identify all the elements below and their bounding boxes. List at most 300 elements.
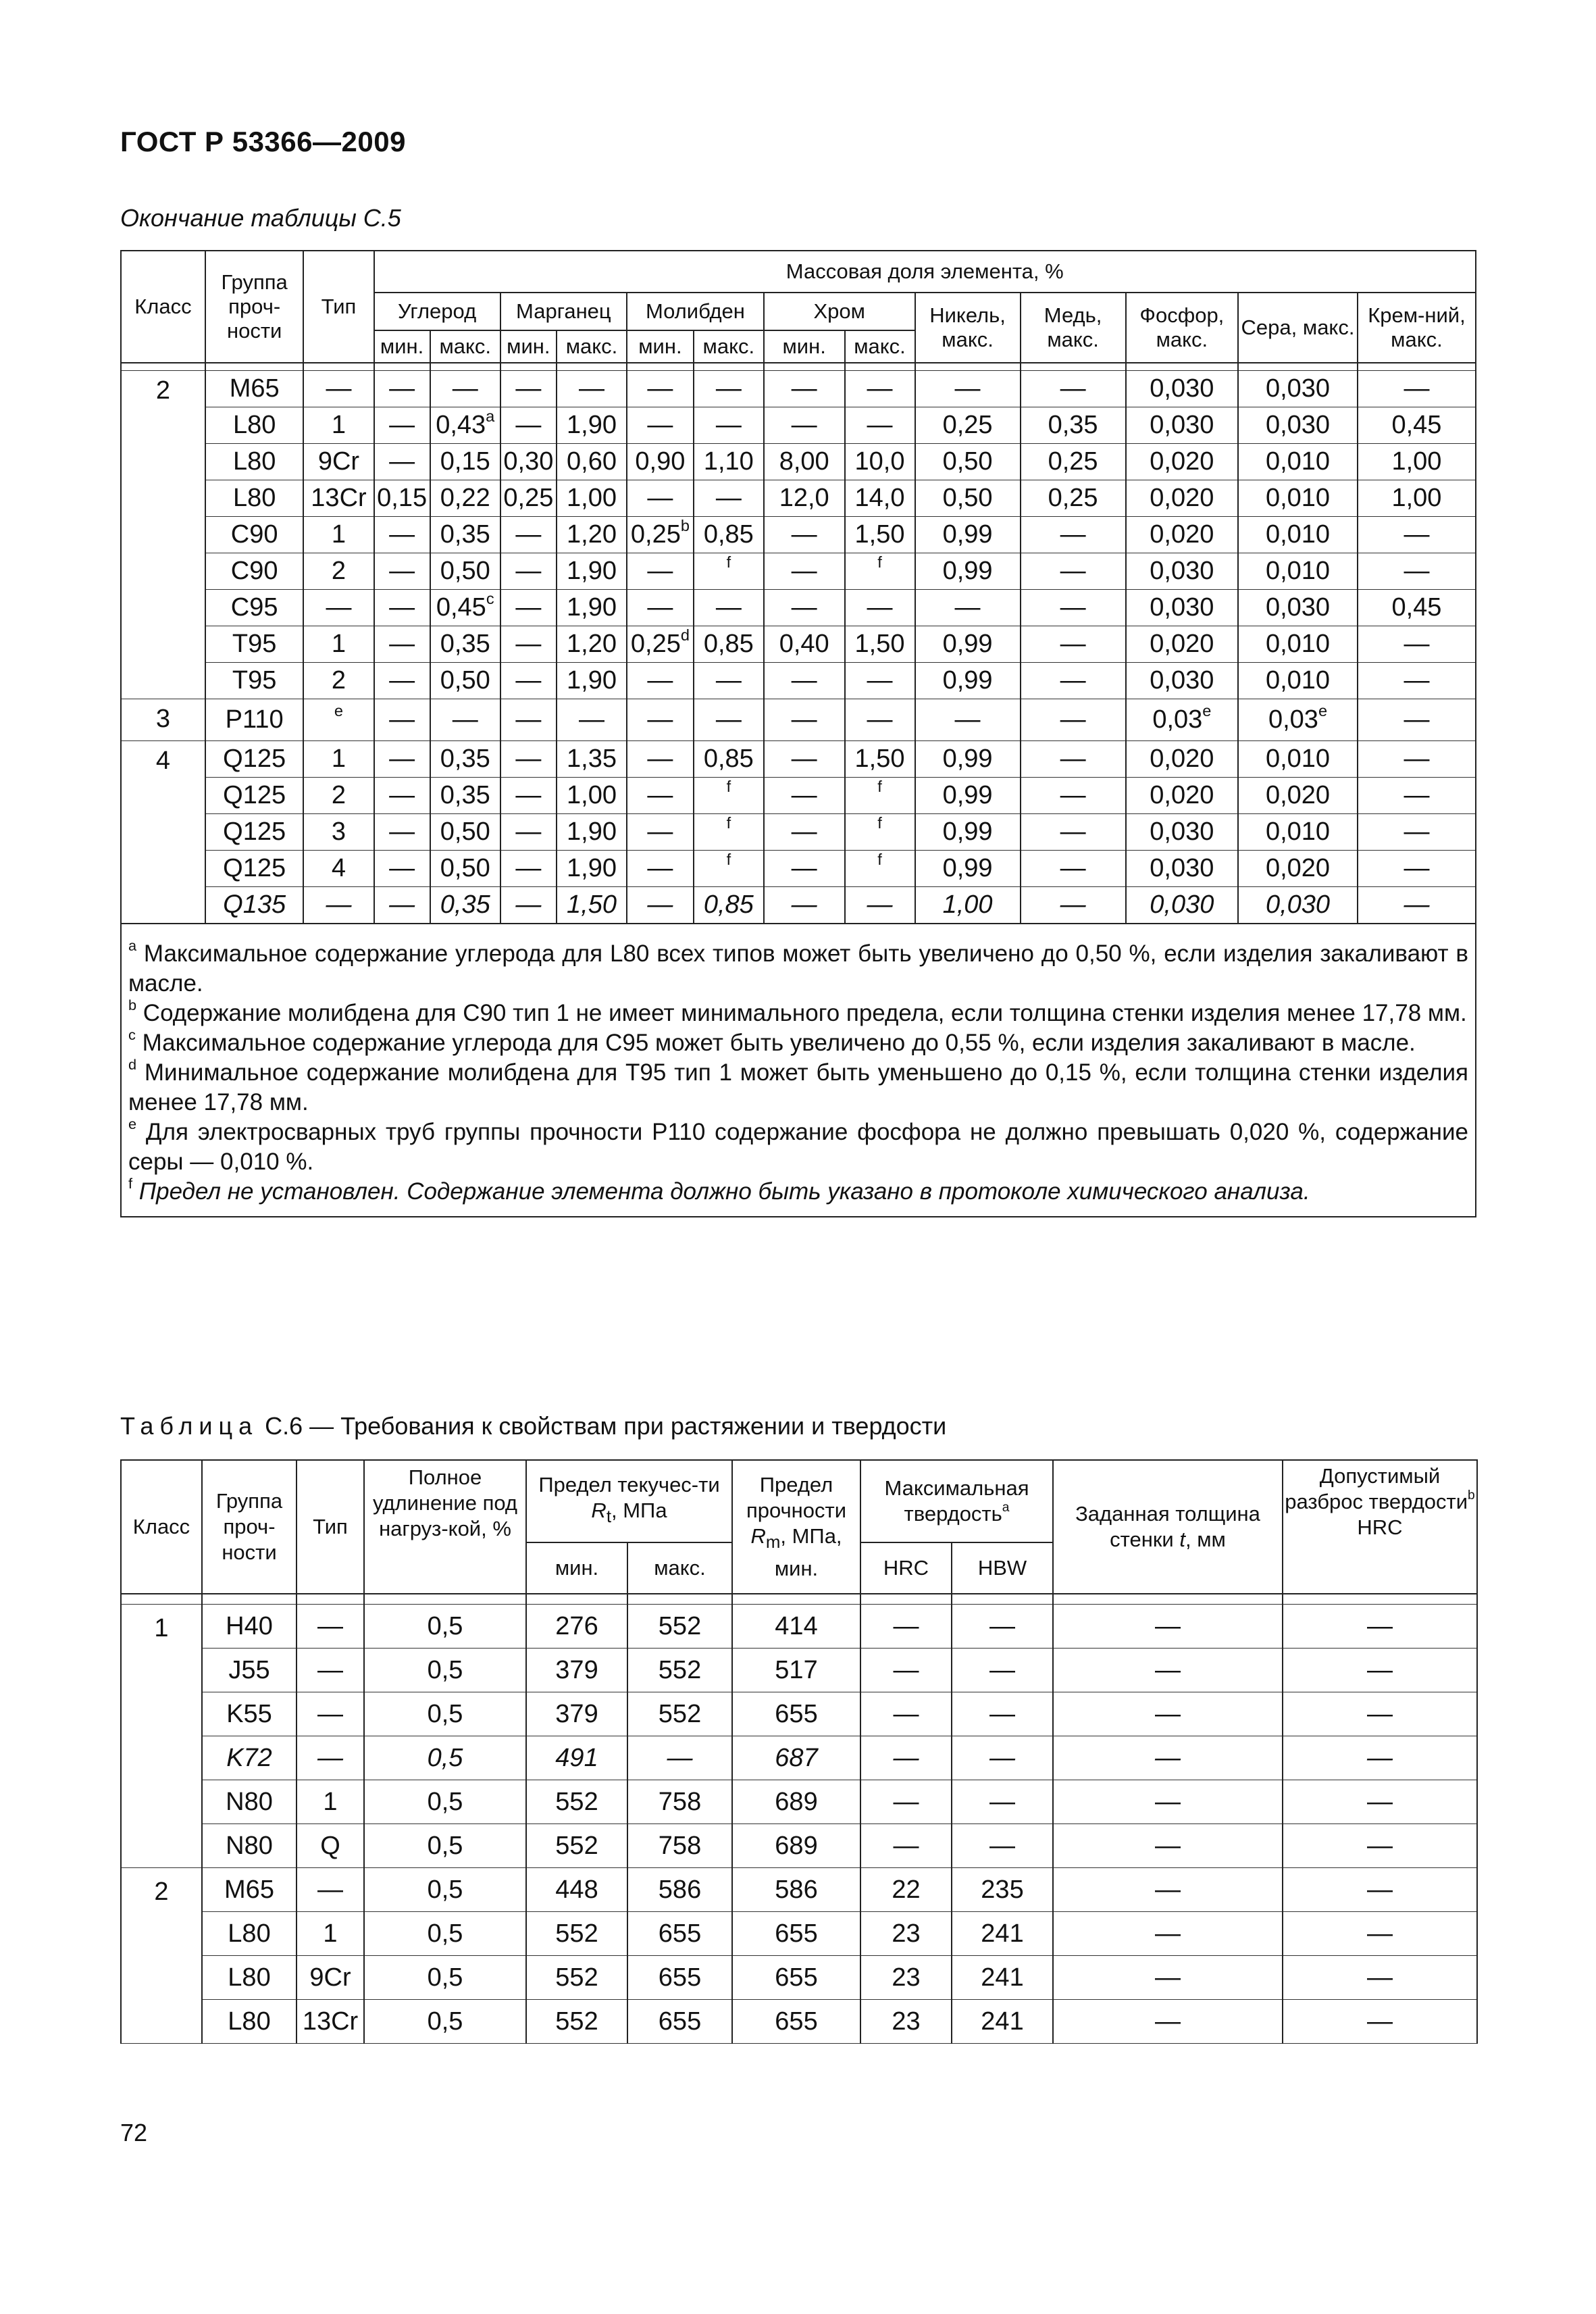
header-carbon: Углерод [374, 293, 500, 330]
table-cell: — [860, 1605, 952, 1649]
table-cell: — [1053, 1912, 1283, 1956]
table-cell: f [845, 851, 915, 887]
table-cell: 517 [732, 1649, 860, 1692]
footnote: $^d$ Минимальное содержание молибдена для Т95 тип 1 может быть уменьшено до 0,15 %, если толщина стенки изделия менее 17,78 мм. [128, 1056, 1468, 1115]
table-cell: 1 [297, 1912, 364, 1956]
table-cell: — [430, 699, 500, 741]
table-cell: 414 [732, 1605, 860, 1649]
table-body [121, 363, 1476, 924]
header-class: Класс [121, 1460, 202, 1594]
table-cell: 0,010 [1238, 553, 1358, 590]
table-cell: 0,35 [430, 887, 500, 924]
table-cell: 0,40 [764, 626, 845, 663]
table-cell: 0,15 [430, 444, 500, 480]
table-cell: — [764, 741, 845, 778]
table-cell: — [627, 778, 694, 814]
table-cell: 2 [303, 663, 374, 699]
table-cell: P110 [205, 699, 304, 741]
table-body [121, 1594, 1477, 2044]
table-cell: — [952, 1649, 1053, 1692]
table-cell: — [627, 851, 694, 887]
table-cell: — [764, 553, 845, 590]
table-cell: 0,5 [364, 1736, 526, 1780]
table-cell: — [764, 517, 845, 553]
table-cell: — [500, 663, 557, 699]
table-cell: — [764, 663, 845, 699]
table-cell: 10,0 [845, 444, 915, 480]
table-cell: — [952, 1736, 1053, 1780]
table-cell: M65 [205, 371, 304, 407]
table-cell: — [764, 699, 845, 741]
table-cell: — [1283, 1780, 1477, 1824]
table-cell: 23 [860, 1956, 952, 2000]
table-cell: 687 [732, 1736, 860, 1780]
table-cell: Q125 [205, 851, 304, 887]
header-phosphorus: Фосфор, макс. [1126, 293, 1238, 363]
table-cell: — [500, 517, 557, 553]
table-cell: — [1053, 1780, 1283, 1824]
table-cell: 0,010 [1238, 814, 1358, 851]
tensile-hardness-table [120, 1459, 1478, 2044]
header-max: макс. [557, 330, 627, 363]
table-cell: 0,25 [915, 407, 1021, 444]
table-cell: 0,99 [915, 741, 1021, 778]
table-cell: H40 [202, 1605, 297, 1649]
table-cell: — [303, 590, 374, 626]
table-cell: 0,030 [1238, 371, 1358, 407]
table-cell: — [374, 626, 430, 663]
table-cell: — [297, 1605, 364, 1649]
table-cell: 1,50 [845, 626, 915, 663]
table-cell: 1,20 [557, 517, 627, 553]
table-row [121, 814, 1476, 851]
table-cell: C90 [205, 517, 304, 553]
table-cell: — [1021, 371, 1126, 407]
header-molybdenum: Молибден [627, 293, 764, 330]
table-cell: — [627, 1736, 732, 1780]
table-cell: — [1283, 1912, 1477, 1956]
table-cell: — [500, 407, 557, 444]
table-cell: 379 [526, 1692, 627, 1736]
table-cell: — [500, 553, 557, 590]
table-cell: Q125 [205, 814, 304, 851]
table-row [121, 444, 1476, 480]
table-cell: 1 [297, 1780, 364, 1824]
table-cell: 12,0 [764, 480, 845, 517]
table-cell: 655 [627, 1956, 732, 2000]
table-cell: 0,010 [1238, 517, 1358, 553]
table-cell: 0,030 [1126, 371, 1238, 407]
table-cell: — [1021, 626, 1126, 663]
table-cell: 0,020 [1126, 741, 1238, 778]
header-hbw: HBW [952, 1542, 1053, 1594]
table-cell: 1,35 [557, 741, 627, 778]
table-cell: — [1283, 1824, 1477, 1868]
table-cell: 0,45 [1358, 407, 1476, 444]
table-cell: T95 [205, 663, 304, 699]
table-cell: 0,50 [430, 553, 500, 590]
table-cell: — [1021, 741, 1126, 778]
table-cell: Q [297, 1824, 364, 1868]
table-cell: — [374, 851, 430, 887]
table-cell: — [1021, 851, 1126, 887]
table-cell: — [1358, 371, 1476, 407]
table-cell: 1,20 [557, 626, 627, 663]
table-cell: — [1021, 590, 1126, 626]
table-cell: — [1358, 814, 1476, 851]
table-cell: — [1358, 553, 1476, 590]
table-cell: 1,90 [557, 663, 627, 699]
table-cell: 0,30 [500, 444, 557, 480]
table-cell: 1,50 [845, 517, 915, 553]
class-cell: 1 [121, 1605, 202, 1868]
table-cell: 758 [627, 1780, 732, 1824]
header-copper: Медь, макс. [1021, 293, 1126, 363]
table-cell: L80 [202, 1956, 297, 2000]
table-row [121, 741, 1476, 778]
table-cell: L80 [202, 1912, 297, 1956]
table-cell: 0,99 [915, 626, 1021, 663]
table-cell: 0,85 [694, 887, 764, 924]
table-row [121, 2000, 1477, 2044]
table-cell: — [374, 741, 430, 778]
table-cell: — [694, 663, 764, 699]
header-min: мин. [374, 330, 430, 363]
table-cell: — [1358, 778, 1476, 814]
table-cell: Q125 [205, 741, 304, 778]
table-cell: 235 [952, 1868, 1053, 1912]
table-cell: 0,5 [364, 1605, 526, 1649]
table-cell: L80 [205, 480, 304, 517]
table-cell: — [1021, 778, 1126, 814]
table-cell: 1,50 [845, 741, 915, 778]
table-cell: 758 [627, 1824, 732, 1868]
table-cell: 0,030 [1126, 814, 1238, 851]
table-cell: f [845, 814, 915, 851]
header-tensile-strength: Предел прочности $R_m$, МПа, мин. [732, 1460, 860, 1594]
table-cell: 22 [860, 1868, 952, 1912]
table-cell: — [1053, 1692, 1283, 1736]
table-cell: — [627, 371, 694, 407]
table-cell: 23 [860, 2000, 952, 2044]
table-cell: 0,020 [1238, 778, 1358, 814]
table-cell: 552 [526, 1956, 627, 2000]
header-silicon: Крем-ний, макс. [1358, 293, 1476, 363]
table-row [121, 1649, 1477, 1692]
table-cell: 0,35 [430, 517, 500, 553]
table-cell: — [500, 371, 557, 407]
table-cell: — [764, 814, 845, 851]
table-cell: — [303, 371, 374, 407]
table-cell: 0,010 [1238, 663, 1358, 699]
table-cell: 0,030 [1126, 407, 1238, 444]
header-min: мин. [526, 1542, 627, 1594]
table-cell: 0,020 [1238, 851, 1358, 887]
table-cell: — [374, 887, 430, 924]
footnote: $^a$ Максимальное содержание углерода для L80 всех типов может быть увеличено до 0,50 %, если изделия закаливают в масле. [128, 937, 1468, 997]
table-row [121, 663, 1476, 699]
table-cell: — [374, 699, 430, 741]
table-cell: — [860, 1780, 952, 1824]
table-cell: f [845, 553, 915, 590]
table-row [121, 407, 1476, 444]
table-cell: 689 [732, 1824, 860, 1868]
table-cell: L80 [205, 407, 304, 444]
header-max: макс. [430, 330, 500, 363]
table-cell: — [297, 1736, 364, 1780]
table-cell: 0,020 [1126, 480, 1238, 517]
table-cell: — [297, 1692, 364, 1736]
table-cell: 0,35 [1021, 407, 1126, 444]
table-cell: — [1053, 1736, 1283, 1780]
table-cell: 689 [732, 1780, 860, 1824]
table-cell: 13Cr [303, 480, 374, 517]
chemical-composition-table [120, 250, 1476, 1217]
table-row [121, 1956, 1477, 2000]
table-cell: — [1358, 517, 1476, 553]
header-wall-thickness: Заданная толщина стенки t, мм [1053, 1460, 1283, 1594]
table-row [121, 778, 1476, 814]
table-cell: 0,030 [1238, 590, 1358, 626]
table-cell: — [374, 778, 430, 814]
table-cell: — [1053, 1605, 1283, 1649]
table-cell: — [1358, 741, 1476, 778]
table-cell: 0,43$^a$ [430, 407, 500, 444]
table-cell: 9Cr [297, 1956, 364, 2000]
table-row [121, 1824, 1477, 1868]
table-cell: — [952, 1780, 1053, 1824]
table-cell: 1 [303, 407, 374, 444]
table-cell: C95 [205, 590, 304, 626]
table-cell: 0,5 [364, 1692, 526, 1736]
table-cell: 0,030 [1238, 407, 1358, 444]
table-cell: — [374, 407, 430, 444]
table-cell: 0,45 [1358, 590, 1476, 626]
table-cell: 0,50 [915, 444, 1021, 480]
table-row [121, 371, 1476, 407]
table-cell: — [764, 371, 845, 407]
table-cell: — [627, 590, 694, 626]
table-cell: 0,99 [915, 663, 1021, 699]
table-cell: — [627, 741, 694, 778]
table-cell: — [1358, 663, 1476, 699]
table-cell: 0,030 [1126, 590, 1238, 626]
table-cell: 0,35 [430, 778, 500, 814]
table-cell: 0,03e [1238, 699, 1358, 741]
table-cell: 0,010 [1238, 626, 1358, 663]
table-cell: 0,35 [430, 741, 500, 778]
header-class: Класс [121, 251, 205, 363]
header-type: Тип [303, 251, 374, 363]
table-cell: 655 [732, 1692, 860, 1736]
header-strength-group: Группа проч-ности [205, 251, 304, 363]
table-cell: 0,85 [694, 741, 764, 778]
table-cell: 0,010 [1238, 480, 1358, 517]
table-cell: 552 [526, 1912, 627, 1956]
table-cell: f [845, 778, 915, 814]
table-cell: 0,99 [915, 814, 1021, 851]
table-cell: K72 [202, 1736, 297, 1780]
table-footnotes [121, 924, 1476, 1217]
table-cell: — [500, 887, 557, 924]
table-cell: — [297, 1649, 364, 1692]
header-elongation: Полное удлинение под нагруз-кой, % [364, 1460, 526, 1594]
table-cell: 0,020 [1126, 626, 1238, 663]
table-cell: 0,50 [915, 480, 1021, 517]
table-cell: — [627, 663, 694, 699]
table-cell: L80 [205, 444, 304, 480]
table-cell: 1,00 [915, 887, 1021, 924]
header-sulfur: Сера, макс. [1238, 293, 1358, 363]
table-cell: — [374, 517, 430, 553]
table-cell: — [1283, 1868, 1477, 1912]
table-cell: 0,85 [694, 517, 764, 553]
header-mass-fraction: Массовая доля элемента, % [374, 251, 1476, 293]
table-cell: — [1283, 1956, 1477, 2000]
table-cell: — [952, 1605, 1053, 1649]
header-strength-group: Группа проч-ности [202, 1460, 297, 1594]
table-cell: 0,5 [364, 1912, 526, 1956]
header-yield-strength: Предел текучес-ти $R_t$, МПа [526, 1460, 732, 1542]
table-caption: Окончание таблицы С.5 [120, 204, 401, 232]
table-cell: — [845, 887, 915, 924]
table-cell: 552 [627, 1692, 732, 1736]
table-cell: 276 [526, 1605, 627, 1649]
header-manganese: Марганец [500, 293, 627, 330]
table-cell: — [627, 480, 694, 517]
table-cell: 23 [860, 1912, 952, 1956]
table-cell: 241 [952, 1956, 1053, 2000]
class-cell: 4 [121, 741, 205, 924]
table-row [121, 1780, 1477, 1824]
table-cell: T95 [205, 626, 304, 663]
header-hrc: HRC [860, 1542, 952, 1594]
table-cell: 4 [303, 851, 374, 887]
table-cell: C90 [205, 553, 304, 590]
table-cell: — [764, 851, 845, 887]
table-cell: — [1053, 1868, 1283, 1912]
table-cell: 1 [303, 741, 374, 778]
header-min: мин. [500, 330, 557, 363]
table-cell: — [860, 1649, 952, 1692]
header-max: макс. [845, 330, 915, 363]
page-number: 72 [120, 2119, 148, 2146]
table-cell: — [694, 699, 764, 741]
table-cell: — [374, 371, 430, 407]
table-cell: e [303, 699, 374, 741]
table-cell: — [915, 371, 1021, 407]
class-cell: 2 [121, 371, 205, 699]
table-cell: J55 [202, 1649, 297, 1692]
table-cell: — [845, 407, 915, 444]
class-cell: 2 [121, 1868, 202, 2044]
table-cell: 586 [627, 1868, 732, 1912]
table-cell: — [845, 663, 915, 699]
table-cell: f [694, 553, 764, 590]
table-cell: — [845, 371, 915, 407]
table-cell: 0,5 [364, 1824, 526, 1868]
table-cell: — [1021, 699, 1126, 741]
header-hardness-spread: Допустимый разброс твердости$^b$ HRC [1283, 1460, 1477, 1594]
table-cell: 0,99 [915, 851, 1021, 887]
table-cell: 0,50 [430, 814, 500, 851]
table-cell: f [694, 851, 764, 887]
table-cell: 552 [627, 1605, 732, 1649]
table-cell: — [374, 663, 430, 699]
table-cell: 0,25$^d$ [627, 626, 694, 663]
table-row [121, 851, 1476, 887]
table-cell: 0,90 [627, 444, 694, 480]
table-row [121, 1736, 1477, 1780]
table-cell: — [1021, 887, 1126, 924]
table-cell: 8,00 [764, 444, 845, 480]
table-cell: 241 [952, 2000, 1053, 2044]
table-cell: 0,45$^c$ [430, 590, 500, 626]
class-cell: 3 [121, 699, 205, 741]
table-cell: — [500, 814, 557, 851]
table-cell: 0,25 [500, 480, 557, 517]
table-cell: — [500, 699, 557, 741]
header-type: Тип [297, 1460, 364, 1594]
table-cell: 586 [732, 1868, 860, 1912]
table-row [121, 553, 1476, 590]
table-cell: — [1283, 1736, 1477, 1780]
table-cell: — [303, 887, 374, 924]
table-cell: — [764, 590, 845, 626]
table-cell: 0,030 [1126, 851, 1238, 887]
table-cell: 0,99 [915, 517, 1021, 553]
table-cell: 1,00 [1358, 444, 1476, 480]
table-cell: 552 [526, 2000, 627, 2044]
table-cell: 655 [627, 2000, 732, 2044]
table-cell: 0,25 [1021, 480, 1126, 517]
table-cell: — [1053, 1824, 1283, 1868]
table-cell: 1,90 [557, 553, 627, 590]
table-cell: f [694, 814, 764, 851]
table-cell: 1,90 [557, 814, 627, 851]
table-cell: — [860, 1692, 952, 1736]
table-cell: — [627, 887, 694, 924]
table-cell: Q135 [205, 887, 304, 924]
table-row [121, 1605, 1477, 1649]
table-cell: 13Cr [297, 2000, 364, 2044]
table-cell: 0,020 [1126, 778, 1238, 814]
table-cell: 0,03e [1126, 699, 1238, 741]
table-cell: 1,00 [557, 480, 627, 517]
table-cell: — [764, 407, 845, 444]
table-cell: 0,5 [364, 1956, 526, 2000]
table-cell: — [500, 590, 557, 626]
table-cell: 0,99 [915, 778, 1021, 814]
table-cell: K55 [202, 1692, 297, 1736]
table-cell: N80 [202, 1824, 297, 1868]
footnote: $^f$ Предел не установлен. Содержание элемента должно быть указано в протоколе химического анализа. [128, 1175, 1310, 1205]
table-cell: 2 [303, 553, 374, 590]
header-max: макс. [627, 1542, 732, 1594]
header-chromium: Хром [764, 293, 915, 330]
table-cell: 0,5 [364, 1649, 526, 1692]
table-cell: — [1021, 517, 1126, 553]
table-cell: 0,030 [1126, 887, 1238, 924]
table-cell: — [1021, 553, 1126, 590]
table-cell: 655 [732, 2000, 860, 2044]
table-cell: 448 [526, 1868, 627, 1912]
table-cell: 0,60 [557, 444, 627, 480]
table-cell: — [500, 626, 557, 663]
table-cell: — [694, 407, 764, 444]
table-cell: — [1358, 699, 1476, 741]
table-row [121, 1912, 1477, 1956]
